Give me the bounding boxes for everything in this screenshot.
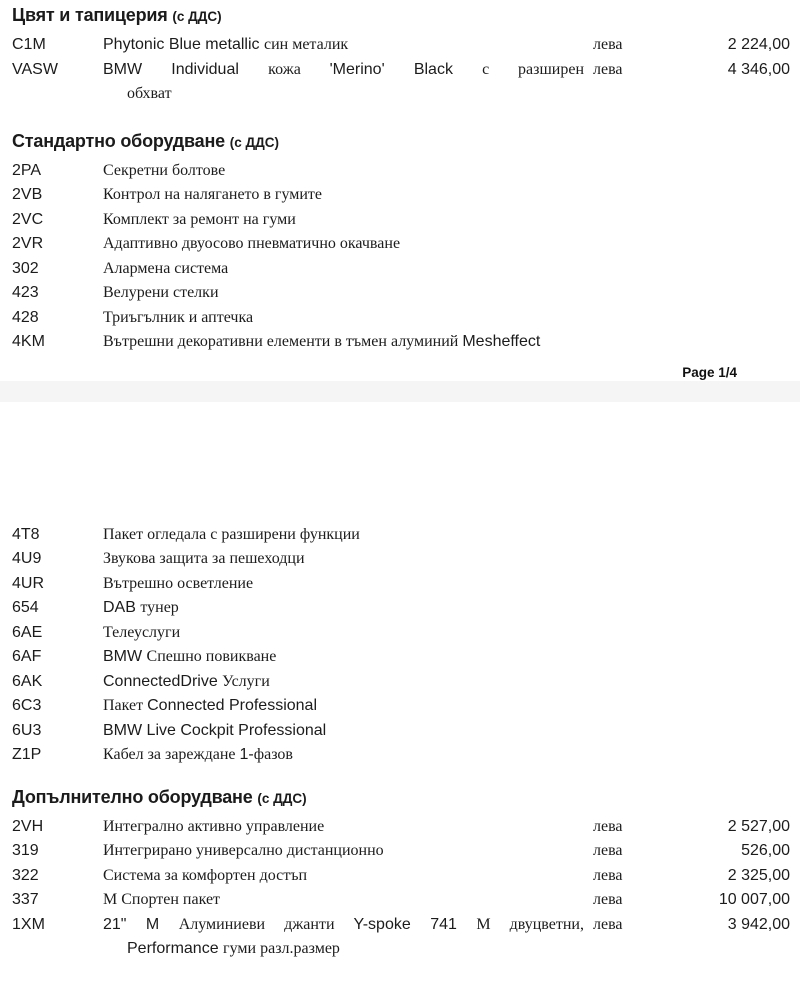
currency-label: лева	[593, 891, 623, 908]
description-latin-text: DAB	[103, 599, 141, 616]
description-line-1	[103, 330, 584, 355]
description-line-1	[103, 257, 584, 282]
description-line-1	[103, 33, 584, 58]
option-code: 322	[12, 866, 39, 884]
page-number: Page 1/4	[682, 364, 737, 380]
section-rows-additional-equipment	[0, 815, 800, 962]
option-description	[103, 596, 584, 621]
description-cyrillic-text: Система за комфортен достъп	[103, 866, 308, 884]
option-description	[103, 621, 584, 646]
option-description	[103, 183, 584, 208]
equipment-row	[0, 596, 800, 621]
description-cyrillic-text: Спешно повикване	[146, 648, 277, 665]
document-page-2	[0, 402, 800, 962]
option-description	[103, 232, 584, 257]
option-code: 654	[12, 599, 39, 616]
option-description	[103, 572, 584, 597]
option-code: 2VB	[12, 186, 43, 203]
option-code: 1XM	[12, 915, 45, 933]
section-rows-standard-equipment	[0, 159, 800, 355]
description-cyrillic-text: Пакет	[103, 697, 148, 714]
section-title-standard-equipment	[0, 131, 800, 153]
option-description	[103, 33, 584, 58]
description-latin-text: 1-	[239, 746, 254, 763]
equipment-row	[0, 743, 800, 768]
description-line-1	[103, 572, 584, 597]
description-cyrillic-text: Алармена система	[103, 259, 229, 277]
equipment-row	[0, 719, 800, 744]
description-line-1	[103, 208, 584, 233]
description-line-1	[103, 306, 584, 331]
option-description	[103, 208, 584, 233]
description-cyrillic-text: кожа	[268, 60, 330, 78]
option-description	[103, 913, 584, 962]
description-line-1	[103, 232, 584, 257]
description-line-1	[103, 621, 584, 646]
option-code: 2VH	[12, 817, 44, 835]
equipment-row	[0, 523, 800, 548]
option-code: VASW	[12, 60, 58, 78]
section-title-text: Допълнително оборудване	[12, 786, 253, 807]
description-cyrillic-text: Секретни болтове	[103, 161, 226, 179]
option-code: 2VR	[12, 235, 44, 252]
option-code: 423	[12, 284, 39, 301]
currency-label: лева	[593, 36, 623, 53]
option-description	[103, 523, 584, 548]
option-code: 428	[12, 308, 39, 326]
description-cyrillic-text: Звукова защита за пешеходци	[103, 550, 305, 567]
description-cyrillic-text: с разширен	[482, 60, 585, 78]
description-cyrillic-text: Интегрално активно управление	[103, 817, 325, 835]
description-cyrillic-text: обхват	[127, 85, 172, 102]
currency-label: лева	[593, 60, 623, 78]
description-cyrillic-text: Кабел за зареждане	[103, 746, 240, 763]
option-price: 2 325,00	[727, 866, 790, 884]
equipment-row	[0, 839, 800, 864]
option-description	[103, 888, 584, 913]
option-description	[103, 547, 584, 572]
section-rows-standard-equipment-continued	[0, 523, 800, 768]
description-latin-text: 'Merino' Black	[329, 60, 483, 78]
option-code: 319	[12, 842, 39, 859]
description-latin-text: Performance	[127, 940, 224, 957]
description-line-1	[103, 913, 584, 938]
description-cyrillic-text: Пакет огледала с разширени функции	[103, 525, 360, 543]
section-rows-color-upholstery	[0, 33, 800, 107]
equipment-row	[0, 547, 800, 572]
option-description	[103, 743, 584, 768]
description-latin-text: BMW Individual	[103, 60, 269, 78]
description-line-1	[103, 159, 584, 184]
equipment-row	[0, 159, 800, 184]
description-latin-text: BMW Live Cockpit Professional	[103, 721, 327, 739]
equipment-row	[0, 33, 800, 58]
description-latin-text: Phytonic Blue metallic	[103, 36, 264, 53]
option-code: 6C3	[12, 697, 42, 714]
option-code: 2VC	[12, 210, 44, 228]
option-code: 4U9	[12, 550, 42, 567]
section-title-additional-equipment	[0, 787, 800, 809]
option-price: 2 224,00	[727, 36, 790, 53]
description-cyrillic-text: гуми разл.размер	[223, 940, 340, 957]
description-line-1	[103, 743, 584, 768]
equipment-row	[0, 645, 800, 670]
equipment-row	[0, 330, 800, 355]
description-line-1	[103, 815, 584, 840]
equipment-row	[0, 888, 800, 913]
description-line-1	[103, 719, 584, 744]
description-latin-text: 21" M	[103, 915, 179, 933]
description-line-1	[103, 888, 584, 913]
description-cyrillic-text: Услуги	[222, 672, 270, 690]
description-latin-text: BMW	[103, 648, 147, 665]
equipment-row	[0, 572, 800, 597]
description-cyrillic-text: Интегрирано универсално дистанционно	[103, 842, 384, 859]
description-cyrillic-text: Вътрешни декоративни елементи в тъмен алуминий	[103, 333, 463, 350]
currency-label: лева	[593, 817, 623, 835]
description-cyrillic-text: фазов	[253, 746, 293, 763]
option-code: 4KM	[12, 333, 45, 350]
description-line-1	[103, 864, 584, 889]
description-cyrillic-text: Комплект за ремонт на гуми	[103, 210, 296, 228]
option-description	[103, 257, 584, 282]
equipment-row	[0, 670, 800, 695]
description-cyrillic-text: син металик	[263, 36, 349, 53]
vat-suffix: (с ДДС)	[257, 790, 307, 806]
currency-label: лева	[593, 866, 623, 884]
equipment-row	[0, 694, 800, 719]
equipment-row	[0, 815, 800, 840]
equipment-row	[0, 58, 800, 107]
description-latin-text: ConnectedDrive	[103, 672, 223, 690]
option-description	[103, 694, 584, 719]
description-cyrillic-text: Алуминиеви джанти	[178, 915, 354, 933]
option-price: 526,00	[741, 842, 790, 859]
description-line-1	[103, 645, 584, 670]
description-cyrillic-text: тунер	[140, 599, 179, 616]
option-code: 6AF	[12, 648, 42, 665]
vat-suffix: (с ДДС)	[172, 9, 222, 24]
document-page-1	[0, 0, 800, 381]
currency-label: лева	[593, 915, 623, 933]
option-code: 6AK	[12, 672, 43, 690]
option-description	[103, 159, 584, 184]
option-description	[103, 719, 584, 744]
option-description	[103, 815, 584, 840]
description-latin-text: Y-spoke 741	[353, 915, 477, 933]
equipment-row	[0, 913, 800, 962]
option-code: 4T8	[12, 525, 40, 543]
section-title-color-upholstery	[0, 5, 800, 27]
description-line-1	[103, 547, 584, 572]
description-line-2	[103, 937, 584, 962]
description-cyrillic-text: М Спортен пакет	[103, 891, 221, 908]
page-separator	[0, 381, 800, 402]
option-price: 10 007,00	[718, 891, 790, 908]
equipment-row	[0, 621, 800, 646]
description-cyrillic-text: Адаптивно двуосово пневматично окачване	[103, 235, 401, 252]
option-description	[103, 645, 584, 670]
description-cyrillic-text: Триъгълник и аптечка	[103, 308, 254, 326]
description-line-1	[103, 670, 584, 695]
equipment-row	[0, 232, 800, 257]
option-description	[103, 58, 584, 107]
description-latin-text: Connected Professional	[147, 697, 318, 714]
option-description	[103, 330, 584, 355]
equipment-row	[0, 208, 800, 233]
option-description	[103, 306, 584, 331]
section-title-text: Цвят и тапицерия	[12, 5, 168, 25]
description-cyrillic-text: Вътрешно осветление	[103, 574, 254, 592]
option-price: 2 527,00	[727, 817, 790, 835]
option-description	[103, 839, 584, 864]
description-line-1	[103, 58, 584, 83]
currency-label: лева	[593, 842, 623, 859]
section-title-text: Стандартно оборудване	[12, 130, 225, 151]
equipment-row	[0, 306, 800, 331]
option-code: 4UR	[12, 574, 45, 592]
option-code: 6AE	[12, 623, 43, 641]
description-cyrillic-text: Телеуслуги	[103, 623, 181, 641]
equipment-row	[0, 257, 800, 282]
description-line-1	[103, 183, 584, 208]
option-price: 3 942,00	[727, 915, 790, 933]
equipment-row	[0, 281, 800, 306]
option-code: Z1P	[12, 746, 42, 763]
equipment-row	[0, 183, 800, 208]
option-description	[103, 670, 584, 695]
description-cyrillic-text: Контрол на налягането в гумите	[103, 186, 323, 203]
vat-suffix: (с ДДС)	[229, 134, 279, 150]
description-line-1	[103, 281, 584, 306]
description-line-1	[103, 596, 584, 621]
option-description	[103, 281, 584, 306]
description-line-1	[103, 839, 584, 864]
option-code: C1M	[12, 36, 46, 53]
description-latin-text: Mesheffect	[462, 333, 541, 350]
description-line-1	[103, 523, 584, 548]
option-description	[103, 864, 584, 889]
description-line-1	[103, 694, 584, 719]
option-code: 337	[12, 891, 39, 908]
option-price: 4 346,00	[727, 60, 790, 78]
description-cyrillic-text: Велурени стелки	[103, 284, 219, 301]
equipment-row	[0, 864, 800, 889]
option-code: 6U3	[12, 721, 42, 739]
description-cyrillic-text: М двуцветни,	[476, 915, 584, 933]
description-line-2	[103, 82, 584, 107]
option-code: 2PA	[12, 161, 42, 179]
option-code: 302	[12, 259, 39, 277]
